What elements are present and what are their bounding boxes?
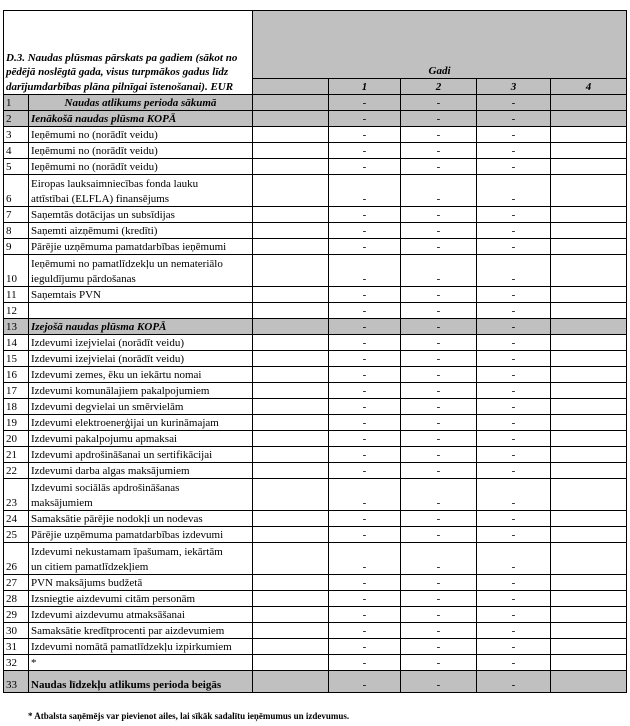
table-row [4,511,627,527]
value-cell-year-2[interactable]: - [401,383,477,399]
table-row [4,383,627,399]
row-number: 11 [4,287,29,303]
row-label: Pārējie uzņēmuma pamatdarbības ieņēmumi [29,239,253,255]
value-cell-year-4[interactable] [551,255,627,287]
value-cell-year-2[interactable]: - [401,671,477,693]
row-label: Izdevumi apdrošināšanai un sertifikācijai [29,447,253,463]
value-cell-year-1[interactable]: - [329,367,401,383]
value-cell-year-3[interactable]: - [477,319,551,335]
value-cell-year-4[interactable] [551,127,627,143]
value-cell-year-2[interactable]: - [401,239,477,255]
row-number: 24 [4,511,29,527]
footnote: * Atbalsta saņēmējs var pievienot ailes, lai sīkāk sadalītu ieņēmumus un izdevumus. [28,711,350,721]
row-number: 8 [4,223,29,239]
value-cell-year-4[interactable] [551,335,627,351]
row-label-line: Ieņēmumi no pamatlīdzekļu un nemateriālo [31,258,223,270]
value-cell-year-3[interactable]: - [477,447,551,463]
table-row [4,111,627,127]
table-row [4,175,627,207]
value-cell-year-4[interactable] [551,575,627,591]
value-cell-year-3[interactable]: - [477,127,551,143]
table-row [4,319,627,335]
row-number: 31 [4,639,29,655]
value-cell-year-4[interactable] [551,207,627,223]
row-label: Izdevumi aizdevumu atmaksāšanai [29,607,253,623]
row-label-line: attīstībai (ELFLA) finansējums [31,192,170,205]
value-cell-year-4[interactable] [551,159,627,175]
value-cell-year-1[interactable]: - [329,639,401,655]
value-cell-year-3[interactable]: - [477,255,551,287]
row-label-line: maksājumiem [31,496,93,509]
row-label: Ienākošā naudas plūsma KOPĀ [29,111,253,127]
value-cell-year-2[interactable]: - [401,143,477,159]
value-cell-year-4[interactable] [551,623,627,639]
table-row [4,303,627,319]
value-cell-year-4[interactable] [551,607,627,623]
value-cell-year-3[interactable]: - [477,671,551,693]
value-cell-blank[interactable] [253,351,329,367]
row-number: 23 [4,479,29,511]
row-label: Saņemti aizņēmumi (kredīti) [29,223,253,239]
value-cell-year-1[interactable]: - [329,127,401,143]
row-number: 20 [4,431,29,447]
row-label: Izdevumi degvielai un smērvielām [29,399,253,415]
year-header-1: 1 [329,79,401,95]
row-label-line: Eiropas lauksaimniecības fonda lauku [31,178,199,190]
value-cell-year-3[interactable]: - [477,367,551,383]
value-cell-year-1[interactable]: - [329,383,401,399]
value-cell-year-1[interactable]: - [329,335,401,351]
value-cell-year-1[interactable]: - [329,463,401,479]
value-cell-year-3[interactable]: - [477,655,551,671]
row-label: Izdevumi komunālajiem pakalpojumiem [29,383,253,399]
row-label-line: Izdevumi nekustamam īpašumam, iekārtām [31,546,223,558]
value-cell-year-3[interactable]: - [477,575,551,591]
row-number: 6 [4,175,29,207]
value-cell-blank[interactable] [253,575,329,591]
years-header: Gadi [253,11,627,79]
table-row [4,143,627,159]
table-row [4,223,627,239]
table-row [4,207,627,223]
value-cell-blank[interactable] [253,159,329,175]
row-label: Izdevumi izejvielai (norādīt veidu) [29,351,253,367]
value-cell-year-3[interactable]: - [477,511,551,527]
value-cell-year-1[interactable]: - [329,655,401,671]
row-label: Naudas līdzekļu atlikums perioda beigās [29,671,253,693]
row-number: 25 [4,527,29,543]
value-cell-year-2[interactable]: - [401,415,477,431]
value-cell-blank[interactable] [253,111,329,127]
value-cell-year-2[interactable]: - [401,111,477,127]
value-cell-year-2[interactable]: - [401,319,477,335]
row-number: 4 [4,143,29,159]
row-number: 32 [4,655,29,671]
value-cell-year-2[interactable]: - [401,335,477,351]
row-number: 26 [4,543,29,575]
value-cell-year-2[interactable]: - [401,95,477,111]
value-cell-year-2[interactable]: - [401,511,477,527]
value-cell-blank[interactable] [253,655,329,671]
year-blank-cell [253,79,329,95]
value-cell-blank[interactable] [253,527,329,543]
row-number: 18 [4,399,29,415]
value-cell-year-4[interactable] [551,351,627,367]
value-cell-blank[interactable] [253,175,329,207]
row-number: 15 [4,351,29,367]
row-label [29,255,253,287]
value-cell-year-1[interactable]: - [329,591,401,607]
table-row [4,159,627,175]
value-cell-blank[interactable] [253,255,329,287]
value-cell-year-2[interactable]: - [401,255,477,287]
value-cell-year-2[interactable]: - [401,399,477,415]
table-row [4,287,627,303]
table-row [4,479,627,511]
value-cell-blank[interactable] [253,591,329,607]
row-label: Ieņēmumi no (norādīt veidu) [29,127,253,143]
row-label: Pārējie uzņēmuma pamatdarbības izdevumi [29,527,253,543]
value-cell-year-4[interactable] [551,655,627,671]
value-cell-year-3[interactable]: - [477,175,551,207]
value-cell-blank[interactable] [253,639,329,655]
value-cell-year-3[interactable]: - [477,95,551,111]
table-row [4,431,627,447]
row-number: 28 [4,591,29,607]
value-cell-blank[interactable] [253,399,329,415]
value-cell-year-4[interactable] [551,143,627,159]
value-cell-year-2[interactable]: - [401,223,477,239]
value-cell-year-1[interactable]: - [329,223,401,239]
value-cell-year-2[interactable]: - [401,463,477,479]
row-label: Ieņēmumi no (norādīt veidu) [29,159,253,175]
value-cell-year-1[interactable]: - [329,399,401,415]
value-cell-year-2[interactable]: - [401,351,477,367]
table-row [4,415,627,431]
table-row [4,447,627,463]
cash-flow-sheet [3,10,626,693]
table-row [4,127,627,143]
cash-flow-table [3,10,627,693]
value-cell-year-4[interactable] [551,175,627,207]
table-row [4,239,627,255]
row-label: Izdevumi elektroenerģijai un kurināmajam [29,415,253,431]
value-cell-year-2[interactable]: - [401,575,477,591]
value-cell-year-4[interactable] [551,463,627,479]
value-cell-year-4[interactable] [551,303,627,319]
value-cell-blank[interactable] [253,335,329,351]
value-cell-year-1[interactable]: - [329,159,401,175]
value-cell-year-3[interactable]: - [477,239,551,255]
value-cell-blank[interactable] [253,447,329,463]
row-label: Samaksātie kredītprocenti par aizdevumiem [29,623,253,639]
value-cell-blank[interactable] [253,223,329,239]
value-cell-blank[interactable] [253,511,329,527]
row-number: 2 [4,111,29,127]
value-cell-year-2[interactable]: - [401,479,477,511]
value-cell-year-4[interactable] [551,319,627,335]
row-number: 14 [4,335,29,351]
value-cell-blank[interactable] [253,367,329,383]
table-row [4,543,627,575]
value-cell-year-3[interactable]: - [477,463,551,479]
row-label: Izdevumi izejvielai (norādīt veidu) [29,335,253,351]
table-row [4,463,627,479]
value-cell-year-4[interactable] [551,431,627,447]
header-row-title [4,11,627,79]
value-cell-blank[interactable] [253,95,329,111]
value-cell-year-1[interactable]: - [329,575,401,591]
value-cell-year-4[interactable] [551,399,627,415]
row-number: 10 [4,255,29,287]
table-row [4,527,627,543]
row-label: Samaksātie pārējie nodokļi un nodevas [29,511,253,527]
value-cell-blank[interactable] [253,319,329,335]
value-cell-year-4[interactable] [551,479,627,511]
row-label: PVN maksājums budžetā [29,575,253,591]
value-cell-blank[interactable] [253,143,329,159]
table-row [4,639,627,655]
row-label: Izsniegtie aizdevumi citām personām [29,591,253,607]
value-cell-year-2[interactable]: - [401,175,477,207]
value-cell-blank[interactable] [253,479,329,511]
row-label: Izdevumi pakalpojumu apmaksai [29,431,253,447]
value-cell-year-3[interactable]: - [477,527,551,543]
value-cell-year-4[interactable] [551,95,627,111]
value-cell-year-1[interactable]: - [329,319,401,335]
table-row [4,255,627,287]
value-cell-year-1[interactable]: - [329,511,401,527]
row-label: Izdevumi zemes, ēku un iekārtu nomai [29,367,253,383]
value-cell-year-3[interactable]: - [477,287,551,303]
value-cell-year-4[interactable] [551,639,627,655]
table-row [4,399,627,415]
year-header-4: 4 [551,79,627,95]
row-number: 16 [4,367,29,383]
value-cell-year-2[interactable]: - [401,639,477,655]
value-cell-blank[interactable] [253,671,329,693]
value-cell-year-2[interactable]: - [401,127,477,143]
value-cell-blank[interactable] [253,303,329,319]
value-cell-year-2[interactable]: - [401,303,477,319]
value-cell-year-1[interactable]: - [329,95,401,111]
value-cell-blank[interactable] [253,287,329,303]
table-row [4,623,627,639]
value-cell-blank[interactable] [253,623,329,639]
table-row [4,607,627,623]
row-number: 30 [4,623,29,639]
value-cell-year-2[interactable]: - [401,367,477,383]
row-label [29,479,253,511]
row-number: 22 [4,463,29,479]
value-cell-year-1[interactable]: - [329,447,401,463]
value-cell-year-3[interactable]: - [477,383,551,399]
value-cell-year-4[interactable] [551,287,627,303]
row-number: 12 [4,303,29,319]
table-row [4,591,627,607]
value-cell-year-3[interactable]: - [477,415,551,431]
value-cell-year-3[interactable]: - [477,431,551,447]
year-header-3: 3 [477,79,551,95]
table-row [4,655,627,671]
value-cell-year-1[interactable]: - [329,479,401,511]
value-cell-year-1[interactable]: - [329,239,401,255]
value-cell-year-1[interactable]: - [329,431,401,447]
row-number: 3 [4,127,29,143]
value-cell-year-2[interactable]: - [401,591,477,607]
row-number: 9 [4,239,29,255]
row-number: 21 [4,447,29,463]
value-cell-year-4[interactable] [551,415,627,431]
value-cell-year-3[interactable]: - [477,223,551,239]
value-cell-blank[interactable] [253,543,329,575]
value-cell-year-2[interactable]: - [401,655,477,671]
row-number: 33 [4,671,29,693]
value-cell-blank[interactable] [253,207,329,223]
section-title: D.3. Naudas plūsmas pārskats pa gadiem (sākot no pēdējā noslēgtā gada, visus turpmākos gadus līdz darījumdarbības plāna pilnīgai īstenošanai). EUR [4,11,253,95]
value-cell-year-3[interactable]: - [477,623,551,639]
row-number: 29 [4,607,29,623]
value-cell-year-2[interactable]: - [401,287,477,303]
table-row [4,95,627,111]
table-row [4,575,627,591]
row-number: 7 [4,207,29,223]
row-label: Ieņēmumi no (norādīt veidu) [29,143,253,159]
value-cell-year-1[interactable]: - [329,175,401,207]
value-cell-year-4[interactable] [551,447,627,463]
row-number: 17 [4,383,29,399]
row-label: * [29,655,253,671]
value-cell-blank[interactable] [253,607,329,623]
year-header-2: 2 [401,79,477,95]
table-row [4,335,627,351]
value-cell-year-1[interactable]: - [329,607,401,623]
value-cell-year-2[interactable]: - [401,623,477,639]
value-cell-blank[interactable] [253,463,329,479]
value-cell-year-2[interactable]: - [401,447,477,463]
value-cell-year-4[interactable] [551,591,627,607]
value-cell-blank[interactable] [253,239,329,255]
value-cell-year-1[interactable]: - [329,415,401,431]
table-row [4,671,627,693]
value-cell-year-3[interactable]: - [477,335,551,351]
value-cell-year-1[interactable]: - [329,207,401,223]
value-cell-year-4[interactable] [551,527,627,543]
row-number: 1 [4,95,29,111]
row-number: 13 [4,319,29,335]
value-cell-year-2[interactable]: - [401,543,477,575]
value-cell-year-3[interactable]: - [477,639,551,655]
row-label [29,303,253,319]
value-cell-blank[interactable] [253,383,329,399]
value-cell-year-3[interactable]: - [477,207,551,223]
row-label: Izejošā naudas plūsma KOPĀ [29,319,253,335]
value-cell-year-4[interactable] [551,367,627,383]
row-label: Saņemtais PVN [29,287,253,303]
row-label-line: Izdevumi sociālās apdrošināšanas [31,482,180,494]
row-label: Izdevumi nomātā pamatlīdzekļu izpirkumiem [29,639,253,655]
value-cell-year-2[interactable]: - [401,527,477,543]
value-cell-blank[interactable] [253,415,329,431]
value-cell-year-4[interactable] [551,239,627,255]
value-cell-year-4[interactable] [551,223,627,239]
value-cell-year-3[interactable]: - [477,111,551,127]
table-row [4,351,627,367]
value-cell-year-1[interactable]: - [329,303,401,319]
value-cell-year-3[interactable]: - [477,543,551,575]
value-cell-year-1[interactable]: - [329,671,401,693]
value-cell-year-1[interactable]: - [329,143,401,159]
row-label [29,175,253,207]
row-label-line: ieguldījumu pārdošanas [31,272,136,285]
row-label [29,543,253,575]
row-number: 27 [4,575,29,591]
row-number: 5 [4,159,29,175]
row-label-line: un citiem pamatlīdzekļiem [31,560,149,573]
value-cell-blank[interactable] [253,431,329,447]
value-cell-year-1[interactable]: - [329,111,401,127]
value-cell-year-3[interactable]: - [477,303,551,319]
value-cell-year-1[interactable]: - [329,543,401,575]
value-cell-year-2[interactable]: - [401,207,477,223]
value-cell-year-3[interactable]: - [477,607,551,623]
value-cell-year-3[interactable]: - [477,591,551,607]
value-cell-year-2[interactable]: - [401,431,477,447]
value-cell-year-3[interactable]: - [477,159,551,175]
value-cell-year-4[interactable] [551,511,627,527]
value-cell-year-2[interactable]: - [401,159,477,175]
value-cell-blank[interactable] [253,127,329,143]
value-cell-year-3[interactable]: - [477,143,551,159]
row-label: Naudas atlikums perioda sākumā [29,95,253,111]
row-label: Izdevumi darba algas maksājumiem [29,463,253,479]
table-row [4,367,627,383]
value-cell-year-3[interactable]: - [477,479,551,511]
value-cell-year-1[interactable]: - [329,527,401,543]
value-cell-year-3[interactable]: - [477,399,551,415]
value-cell-year-4[interactable] [551,543,627,575]
value-cell-year-4[interactable] [551,383,627,399]
value-cell-year-4[interactable] [551,671,627,693]
value-cell-year-1[interactable]: - [329,351,401,367]
value-cell-year-1[interactable]: - [329,287,401,303]
row-number: 19 [4,415,29,431]
value-cell-year-2[interactable]: - [401,607,477,623]
value-cell-year-3[interactable]: - [477,351,551,367]
value-cell-year-1[interactable]: - [329,623,401,639]
value-cell-year-1[interactable]: - [329,255,401,287]
row-label: Saņemtās dotācijas un subsīdijas [29,207,253,223]
value-cell-year-4[interactable] [551,111,627,127]
